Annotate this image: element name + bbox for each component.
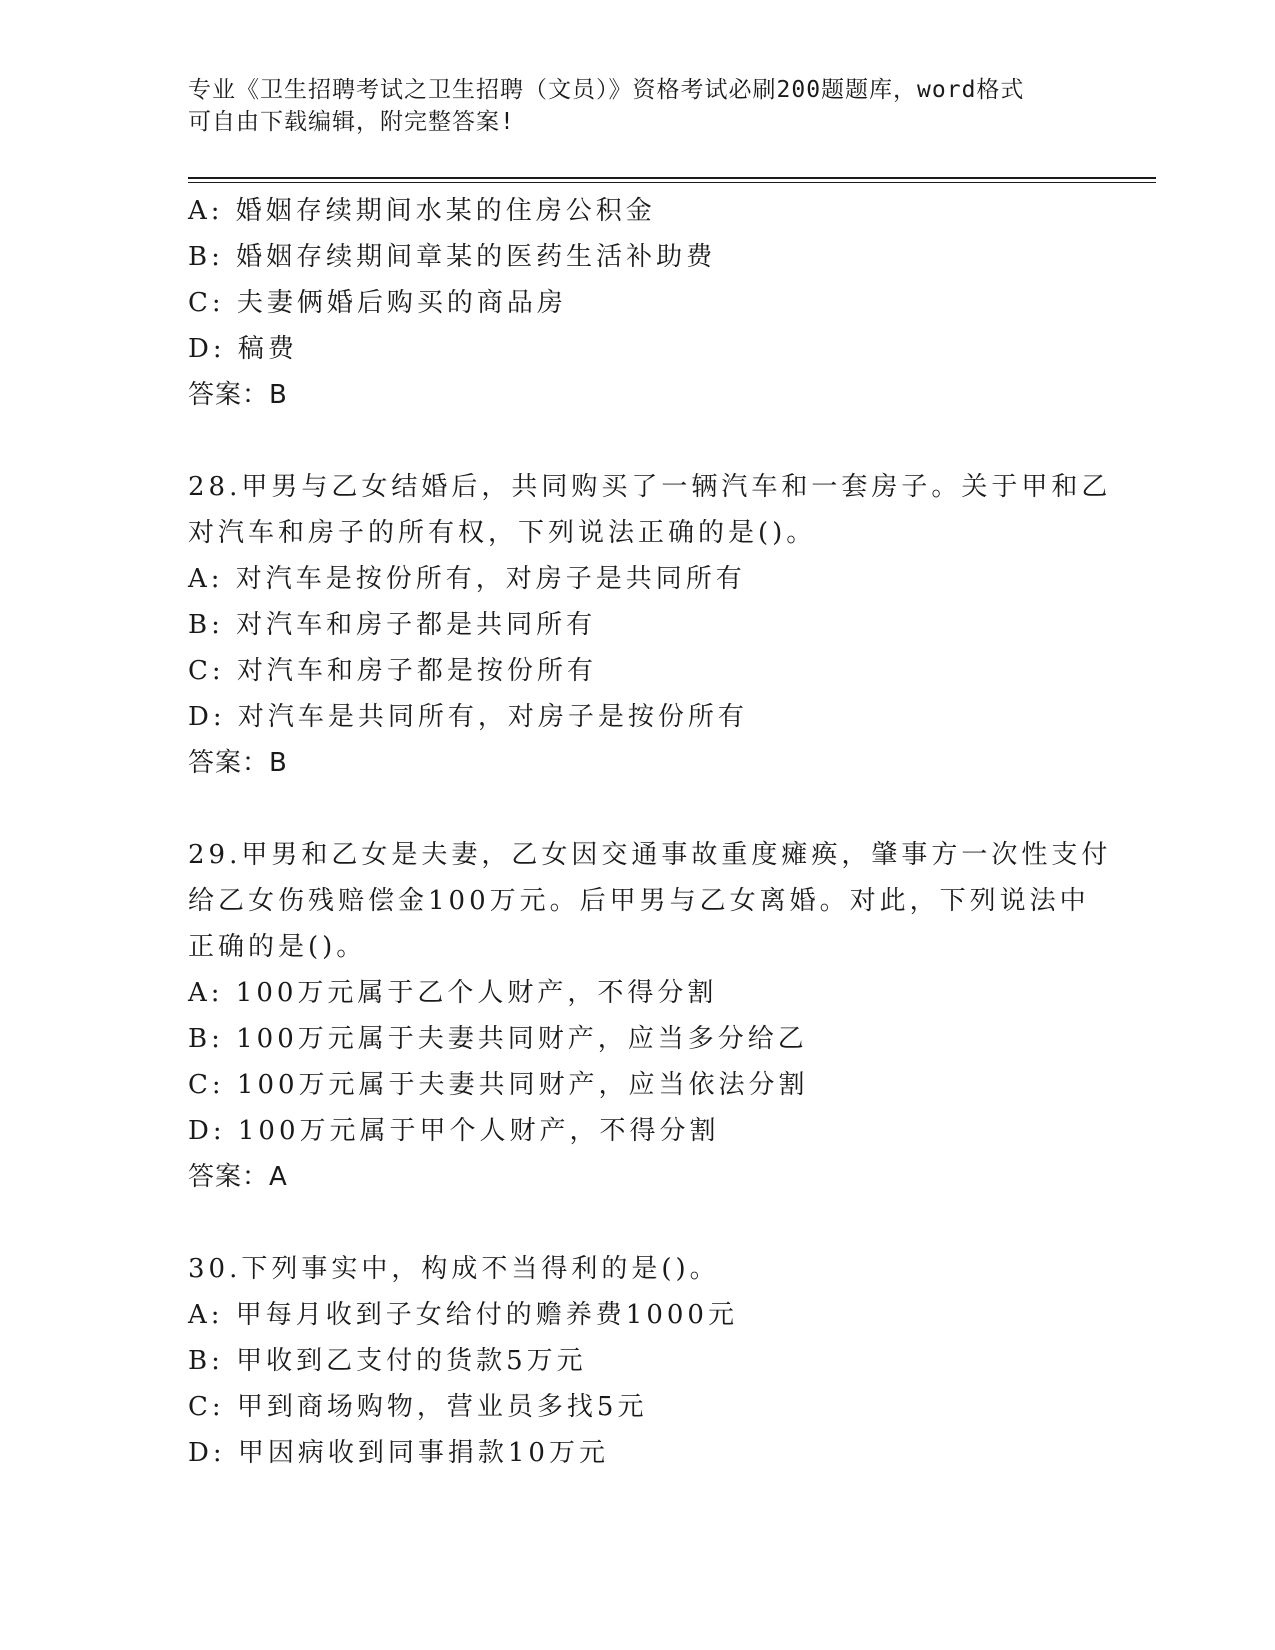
spacer bbox=[188, 418, 1088, 464]
header-divider-thin bbox=[188, 182, 1156, 183]
page-header bbox=[188, 74, 1088, 138]
option-b: B: 对汽车和房子都是共同所有 bbox=[188, 610, 597, 640]
option-c: C: 对汽车和房子都是按份所有 bbox=[188, 656, 597, 686]
option-a: A: 对汽车是按份所有，对房子是共同所有 bbox=[188, 564, 746, 594]
question-28 bbox=[188, 464, 1112, 786]
option-c: C: 夫妻俩婚后购买的商品房 bbox=[188, 288, 567, 318]
option-a: A: 100万元属于乙个人财产，不得分割 bbox=[188, 978, 718, 1008]
question-stem-line: 给乙女伤残赔偿金100万元。后甲男与乙女离婚。对此，下列说法中 bbox=[188, 886, 1090, 916]
question-stem-line: 对汽车和房子的所有权，下列说法正确的是()。 bbox=[188, 518, 817, 548]
header-line-1: 专业《卫生招聘考试之卫生招聘（文员）》资格考试必刷200题题库，word格式 bbox=[188, 77, 1025, 103]
option-a: A: 甲每月收到子女给付的赡养费1000元 bbox=[188, 1300, 738, 1330]
option-c: C: 100万元属于夫妻共同财产，应当依法分割 bbox=[188, 1070, 809, 1100]
option-d: D: 甲因病收到同事捐款10万元 bbox=[188, 1438, 609, 1468]
option-d: D: 稿费 bbox=[188, 334, 298, 364]
option-d: D: 100万元属于甲个人财产，不得分割 bbox=[188, 1116, 720, 1146]
spacer bbox=[188, 786, 1088, 832]
answer: 答案：B bbox=[188, 380, 288, 410]
question-stem-line: 30.下列事实中，构成不当得利的是()。 bbox=[188, 1254, 720, 1284]
answer: 答案：A bbox=[188, 1162, 288, 1192]
option-b: B: 100万元属于夫妻共同财产，应当多分给乙 bbox=[188, 1024, 808, 1054]
spacer bbox=[188, 1200, 1088, 1246]
option-c: C: 甲到商场购物，营业员多找5元 bbox=[188, 1392, 648, 1422]
question-content bbox=[188, 188, 1112, 1476]
question-stem-line: 29.甲男和乙女是夫妻，乙女因交通事故重度瘫痪，肇事方一次性支付 bbox=[188, 840, 1112, 870]
question-29 bbox=[188, 832, 1112, 1200]
option-d: D: 对汽车是共同所有，对房子是按份所有 bbox=[188, 702, 748, 732]
answer: 答案：B bbox=[188, 748, 288, 778]
question-27 bbox=[188, 188, 1088, 418]
question-30 bbox=[188, 1246, 1088, 1476]
option-b: B: 甲收到乙支付的货款5万元 bbox=[188, 1346, 587, 1376]
option-a: A: 婚姻存续期间水某的住房公积金 bbox=[188, 196, 656, 226]
question-stem-line: 正确的是()。 bbox=[188, 932, 367, 962]
option-b: B: 婚姻存续期间章某的医药生活补助费 bbox=[188, 242, 717, 272]
header-divider-thick bbox=[188, 177, 1156, 179]
question-stem-line: 28.甲男与乙女结婚后，共同购买了一辆汽车和一套房子。关于甲和乙 bbox=[188, 472, 1112, 502]
header-line-2: 可自由下载编辑，附完整答案! bbox=[188, 109, 515, 135]
